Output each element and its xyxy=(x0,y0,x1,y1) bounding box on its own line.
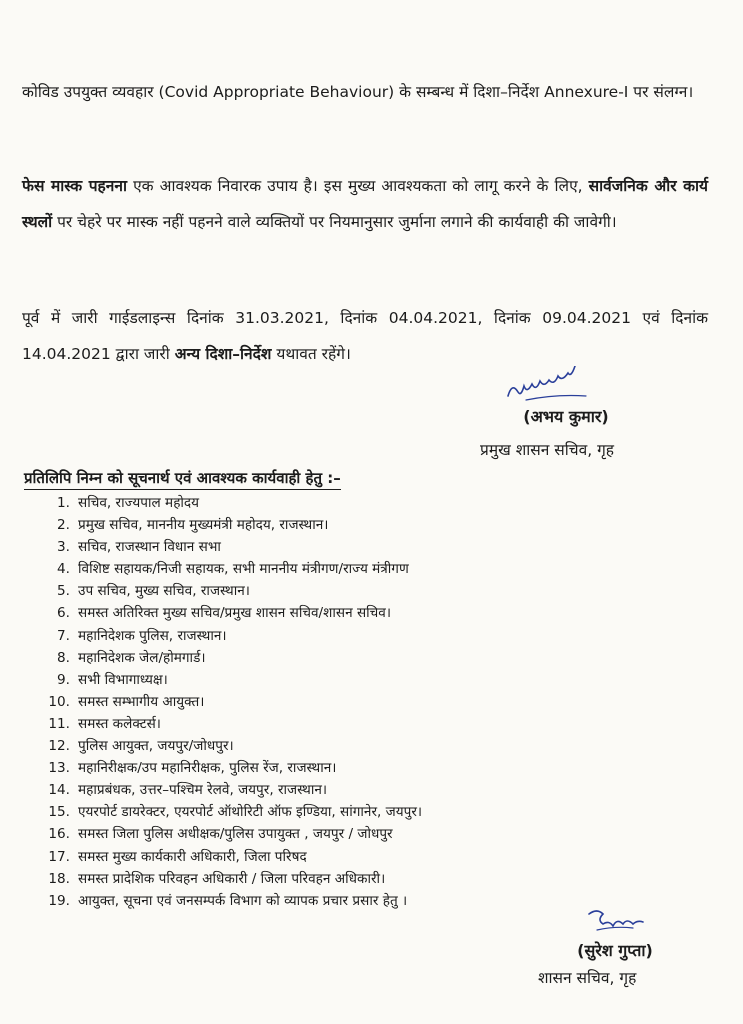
copy-to-item-number: 5. xyxy=(57,583,70,600)
p1-text: कोविड उपयुक्त व्यवहार (Covid Appropriate Behaviour) के सम्बन्ध में दिशा–निर्देश Annexure-I पर संलग्न। xyxy=(22,83,694,101)
copy-to-item-text: समस्त जिला पुलिस अधीक्षक/पुलिस उपायुक्त , जयपुर / जोधपुर xyxy=(78,826,393,843)
copy-to-item xyxy=(32,823,422,845)
copy-to-item-text: उप सचिव, मुख्य सचिव, राजस्थान। xyxy=(78,583,250,600)
copy-to-item-number: 6. xyxy=(57,605,70,622)
copy-to-item xyxy=(32,602,422,624)
copy-to-item-number: 13. xyxy=(48,760,70,777)
copy-to-item-text: समस्त अतिरिक्त मुख्य सचिव/प्रमुख शासन सचिव/शासन सचिव। xyxy=(78,605,392,622)
copy-to-heading: प्रतिलिपि निम्न को सूचनार्थ एवं आवश्यक कार्यवाही हेतु :– xyxy=(24,468,341,490)
copy-to-item xyxy=(32,868,422,890)
copy-to-item xyxy=(32,801,422,823)
copy-to-item-text: आयुक्त, सूचना एवं जनसम्पर्क विभाग को व्यापक प्रचार प्रसार हेतु । xyxy=(78,892,408,909)
handwritten-signature-icon xyxy=(496,366,636,406)
copy-to-item-text: एयरपोर्ट डायरेक्टर, एयरपोर्ट ऑथोरिटी ऑफ इण्डिया, सांगानेर, जयपुर। xyxy=(78,804,423,821)
copy-to-item xyxy=(32,669,422,691)
copy-to-item-text: सभी विभागाध्यक्ष। xyxy=(78,671,168,688)
signature-block-abhay-kumar xyxy=(476,366,656,428)
copy-to-item-text: महानिरीक्षक/उप महानिरीक्षक, पुलिस रेंज, राजस्थान। xyxy=(78,760,337,777)
copy-to-item-text: समस्त मुख्य कार्यकारी अधिकारी, जिला परिषद xyxy=(78,848,307,865)
copy-to-item-number: 16. xyxy=(48,826,70,843)
copy-to-item-number: 15. xyxy=(48,804,70,821)
signature-block-suresh-gupta xyxy=(540,902,690,962)
p3-text-1: पूर्व में जारी गाईडलाइन्स दिनांक 31.03.2021, दिनांक 04.04.2021, दिनांक 09.04.2021 एवं दिनांक 14.04.2021 द्वारा जारी xyxy=(22,309,708,363)
copy-to-item xyxy=(32,580,422,602)
copy-to-item xyxy=(32,536,422,558)
copy-to-item-text: महानिदेशक पुलिस, राजस्थान। xyxy=(78,627,227,644)
copy-to-item-number: 19. xyxy=(48,892,70,909)
copy-to-item xyxy=(32,625,422,647)
copy-to-item-number: 14. xyxy=(48,782,70,799)
p2-text-2: पर चेहरे पर मास्क नहीं पहनने वाले व्यक्तियों पर नियमानुसार जुर्माना लगाने की कार्यवाही की जावेगी। xyxy=(52,213,617,231)
signatory-2-designation: शासन सचिव, गृह xyxy=(538,969,637,987)
copy-to-item xyxy=(32,713,422,735)
copy-to-item xyxy=(32,647,422,669)
copy-to-item-text: विशिष्ट सहायक/निजी सहायक, सभी माननीय मंत्रीगण/राज्य मंत्रीगण xyxy=(78,561,409,578)
copy-to-item-number: 18. xyxy=(48,870,70,887)
paragraph-covid-behaviour xyxy=(22,74,708,110)
copy-to-item xyxy=(32,735,422,757)
p3-text-2: यथावत रहेंगे। xyxy=(271,345,351,363)
paragraph-face-mask xyxy=(22,168,708,240)
p2-bold-public-places: सार्वजनिक और कार्य स्थलों xyxy=(22,177,708,231)
signatory-2-name: (सुरेश गुप्ता) xyxy=(577,941,653,960)
copy-to-item-number: 3. xyxy=(57,539,70,556)
copy-to-item xyxy=(32,691,422,713)
copy-to-item-text: समस्त कलेक्टर्स। xyxy=(78,715,161,732)
copy-to-item-text: समस्त प्रादेशिक परिवहन अधिकारी / जिला परिवहन अधिकारी। xyxy=(78,870,386,887)
signatory-1-name: (अभय कुमार) xyxy=(523,407,609,426)
copy-to-item xyxy=(32,492,422,514)
copy-to-item-number: 7. xyxy=(57,627,70,644)
copy-to-list xyxy=(32,492,422,912)
copy-to-item xyxy=(32,890,422,912)
p2-text-1: एक आवश्यक निवारक उपाय है। इस मुख्य आवश्यकता को लागू करने के लिए, xyxy=(127,177,589,195)
copy-to-item-number: 8. xyxy=(57,649,70,666)
copy-to-item-text: सचिव, राज्यपाल महोदय xyxy=(78,495,200,511)
copy-to-item-text: पुलिस आयुक्त, जयपुर/जोधपुर। xyxy=(78,738,234,755)
copy-to-item-number: 9. xyxy=(57,671,70,688)
copy-to-item xyxy=(32,514,422,536)
copy-to-item-text: महानिदेशक जेल/होमगार्ड। xyxy=(78,649,206,666)
copy-to-item-number: 17. xyxy=(48,848,70,865)
copy-to-item xyxy=(32,846,422,868)
copy-to-item-number: 11. xyxy=(48,715,70,732)
copy-to-item xyxy=(32,779,422,801)
copy-to-item-number: 2. xyxy=(57,517,70,534)
copy-to-item-number: 10. xyxy=(48,693,70,710)
copy-to-item xyxy=(32,558,422,580)
copy-to-item xyxy=(32,757,422,779)
p2-bold-face-mask: फेस मास्क पहनना xyxy=(22,177,128,195)
copy-to-item-number: 1. xyxy=(57,495,70,511)
copy-to-item-text: प्रमुख सचिव, माननीय मुख्यमंत्री महोदय, राजस्थान। xyxy=(78,517,329,534)
copy-to-item-text: सचिव, राजस्थान विधान सभा xyxy=(78,539,221,556)
p3-bold-other-guidelines: अन्य दिशा–निर्देश xyxy=(174,345,272,363)
copy-to-item-number: 12. xyxy=(48,738,70,755)
handwritten-signature-icon xyxy=(575,902,655,940)
paragraph-previous-guidelines xyxy=(22,300,708,372)
copy-to-item-text: महाप्रबंधक, उत्तर–पश्चिम रेलवे, जयपुर, राजस्थान। xyxy=(78,782,328,799)
copy-to-item-number: 4. xyxy=(57,561,70,578)
signatory-1-designation: प्रमुख शासन सचिव, गृह xyxy=(480,441,615,459)
copy-to-item-text: समस्त सम्भागीय आयुक्त। xyxy=(78,693,205,710)
